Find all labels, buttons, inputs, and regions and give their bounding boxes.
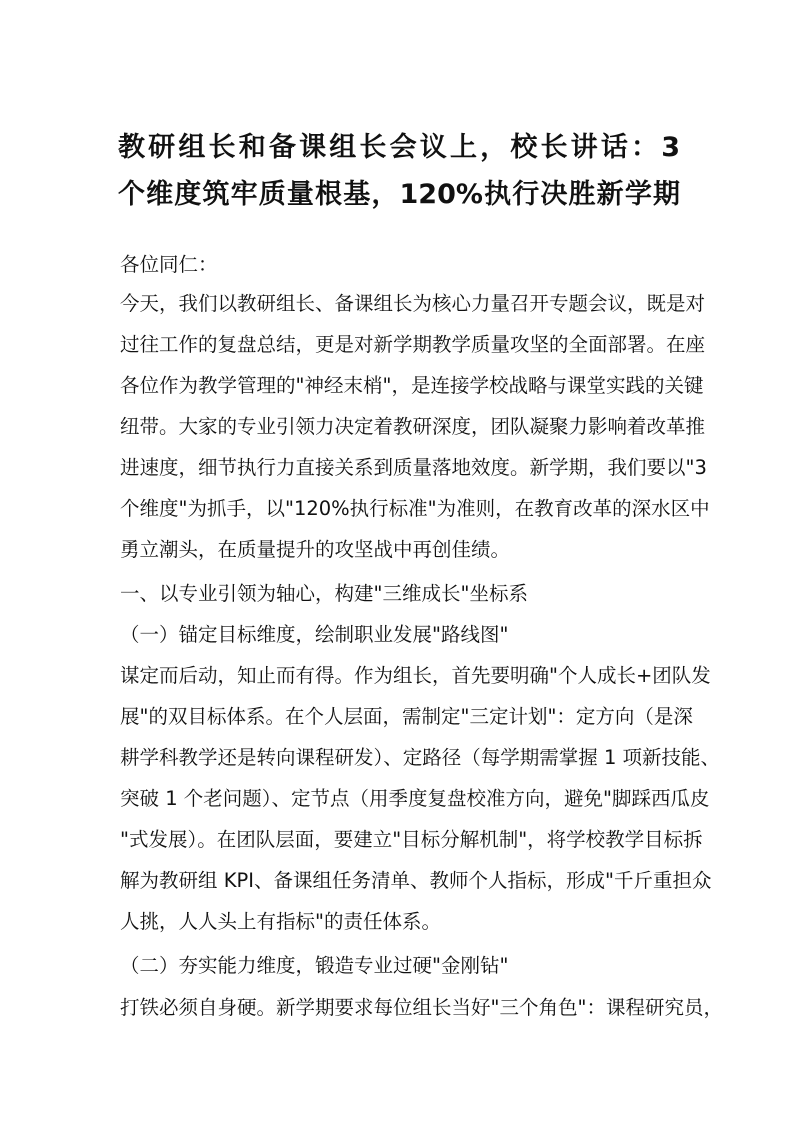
text-line: 打铁必须自身硬。新学期要求每位组长当好"三个角色"：课程研究员， — [120, 996, 723, 1019]
text-line: 纽带。大家的专业引领力决定着教研深度，团队凝聚力影响着改革推 — [120, 415, 706, 438]
subsection-heading-1 — [120, 614, 680, 655]
heading-text: （一）锚定目标维度，绘制职业发展"路线图" — [120, 623, 509, 646]
text-line: 个维度"为抓手，以"120%执行标准"为准则，在教育改革的深水区中 — [120, 497, 710, 520]
text-line: 谋定而后动，知止而有得。作为组长，首先要明确"个人成长+团队发 — [120, 664, 711, 687]
text-line: 今天，我们以教研组长、备课组长为核心力量召开专题会议，既是对 — [120, 292, 706, 315]
heading-text: （二）夯实能力维度，锻造专业过硬"金刚钻" — [120, 954, 509, 977]
text-line: 突破 1 个老问题）、定节点（用季度复盘校准方向，避免"脚踩西瓜皮 — [120, 787, 710, 810]
heading-text: 一、以专业引领为轴心，构建"三维成长"坐标系 — [120, 582, 528, 605]
intro-paragraph — [120, 283, 710, 570]
text-line: 各位作为教学管理的"神经末梢"，是连接学校战略与课堂实践的关键 — [120, 374, 704, 397]
greeting — [120, 244, 680, 285]
text-line: 人挑，人人头上有指标"的责任体系。 — [120, 910, 441, 933]
greeting-text: 各位同仁： — [120, 253, 218, 276]
subsection-1-paragraph — [120, 655, 721, 942]
document-title — [118, 124, 680, 218]
text-line: "式发展）。在团队层面，要建立"目标分解机制"，将学校教学目标拆 — [120, 828, 703, 851]
text-line: 勇立潮头，在质量提升的攻坚战中再创佳绩。 — [120, 538, 511, 561]
text-line: 过往工作的复盘总结，更是对新学期教学质量攻坚的全面部署。在座 — [120, 333, 706, 356]
text-line: 解为教研组 KPI、备课组任务清单、教师个人指标，形成"千斤重担众 — [120, 869, 712, 892]
title-line: 个维度筑牢质量根基，120%执行决胜新学期 — [118, 179, 680, 210]
subsection-heading-2 — [120, 945, 680, 986]
text-line: 进速度，细节执行力直接关系到质量落地效度。新学期，我们要以"3 — [120, 456, 707, 479]
text-line: 展"的双目标体系。在个人层面，需制定"三定计划"：定方向（是深 — [120, 705, 693, 728]
section-heading-1 — [120, 573, 680, 614]
text-line: 耕学科教学还是转向课程研发）、定路径（每学期需掌握 1 项新技能、 — [120, 746, 721, 769]
subsection-2-paragraph — [120, 987, 723, 1028]
title-line: 教研组长和备课组长会议上，校长讲话：3 — [118, 132, 680, 163]
